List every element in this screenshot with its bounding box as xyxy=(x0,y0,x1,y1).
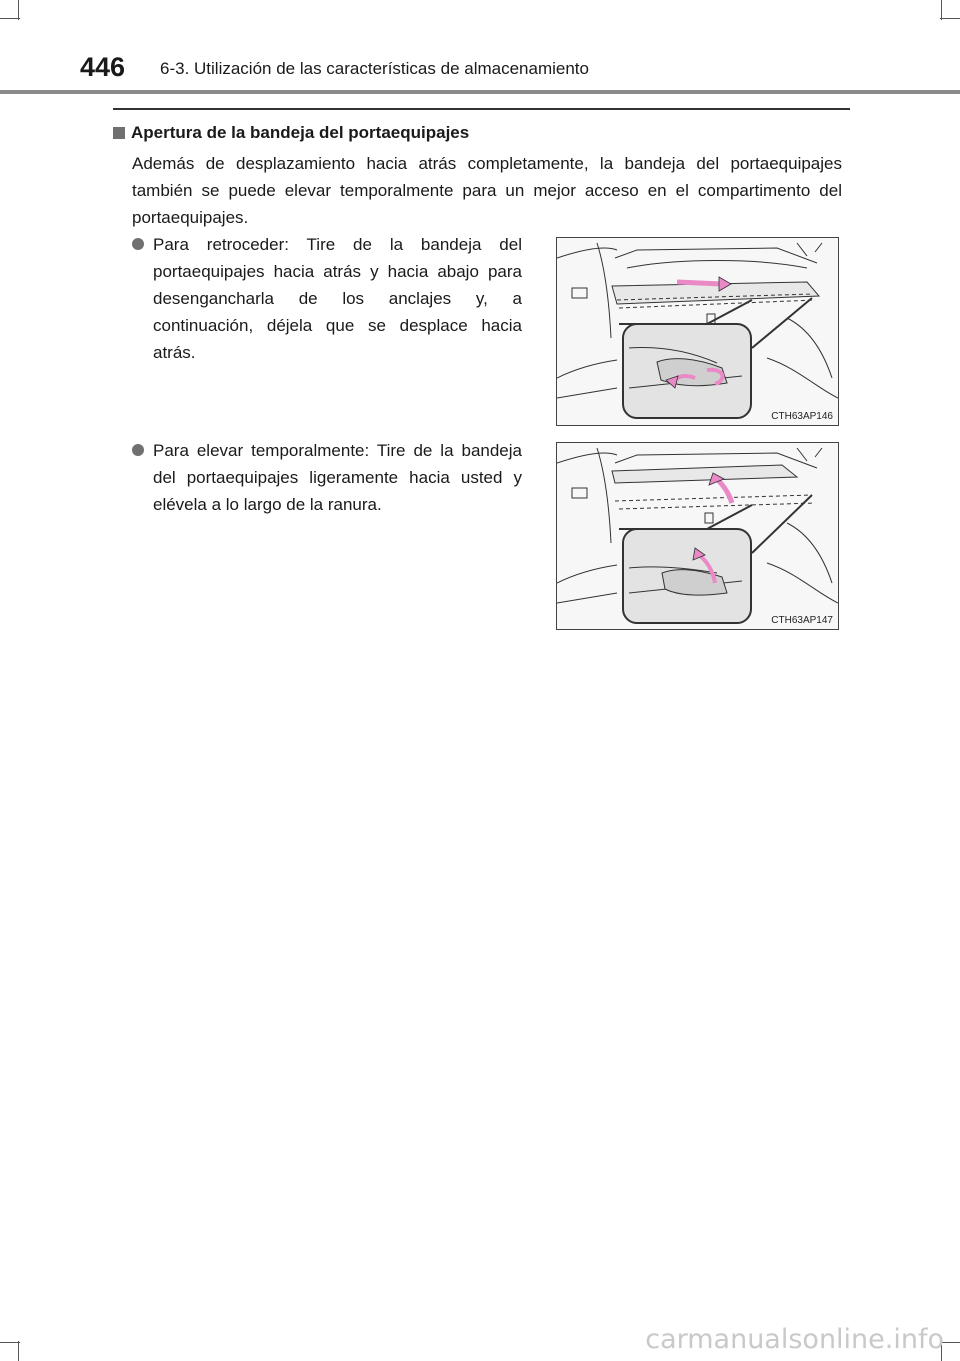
figure-retract-tray xyxy=(556,237,839,426)
section-rule xyxy=(113,108,850,110)
cargo-tray-illustration xyxy=(557,443,838,629)
bullet-item xyxy=(132,437,522,518)
square-bullet-icon xyxy=(113,127,125,139)
bullet-text: Para retroceder: Tire de la bandeja del portaequipajes hacia atrás y hacia abajo para desengancharla de los anclajes y, a continuación, déjela que se desplace hacia atrás. xyxy=(153,235,522,362)
round-bullet-icon xyxy=(132,444,144,456)
crop-mark xyxy=(18,1341,19,1361)
crop-mark xyxy=(940,18,960,19)
figure-code: CTH63AP146 xyxy=(771,411,833,422)
header-rule xyxy=(0,90,960,94)
bullet-text: Para elevar temporalmente: Tire de la bandeja del portaequipajes ligeramente hacia usted y elévela a lo largo de la ranura. xyxy=(153,441,522,514)
round-bullet-icon xyxy=(132,238,144,250)
watermark: carmanualsonline.info xyxy=(645,1324,944,1355)
crop-mark xyxy=(941,0,942,20)
figure-code: CTH63AP147 xyxy=(771,615,833,626)
section-title-text: Apertura de la bandeja del portaequipajes xyxy=(131,123,470,142)
crop-mark xyxy=(0,1342,20,1343)
section-heading xyxy=(113,123,469,143)
figure-raise-tray xyxy=(556,442,839,630)
page-number: 446 xyxy=(80,52,126,82)
crop-mark xyxy=(0,18,20,19)
bullet-item xyxy=(132,231,522,366)
chapter-title: 6-3. Utilización de las características de almacenamiento xyxy=(160,59,589,78)
crop-mark xyxy=(18,0,19,20)
cargo-tray-illustration xyxy=(557,238,838,425)
intro-paragraph: Además de desplazamiento hacia atrás completamente, la bandeja del portaequipajes también se puede elevar temporalmente para un mejor acceso en el compartimento del portaequipajes. xyxy=(132,154,842,227)
